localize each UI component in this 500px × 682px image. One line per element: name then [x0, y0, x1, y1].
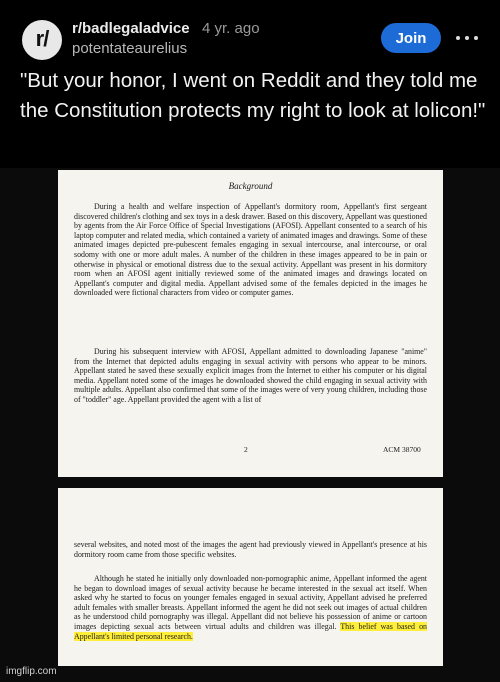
post-title[interactable]: "But your honor, I went on Reddit and they told me the Constitution protects my right to look at lolicon!": [20, 69, 486, 122]
document-paragraph: During a health and welfare inspection of Appellant's dormitory room, Appellant's first sergeant discovered children's clothing and sex toys in a desk drawer. Based on this discovery, Appellant was questioned by agents from the Air Force Office of Special Investigations (AFOSI). Appellant consented to a search of his laptop computer and related media, which contained a variety of animated images and drawings. Some of these animated images depicted pre-pubescent females engaging in sexual intercourse, anal intercourse, or oral sodomy with one or more adult males. A number of the children in these images appeared to be in pain or otherwise in physical or emotional distress due to the sexual activity. Appellant was present in his dormitory room when an AFOSI agent initially reviewed some of the animated images and drawings located on Appellant's computer and digital media. Appellant advised some of the females depicted in the images he downloaded were fictional characters from video or computer games.: [74, 202, 427, 298]
more-dot: [474, 36, 478, 40]
subreddit-avatar[interactable]: [22, 20, 62, 60]
document-heading: Background: [228, 181, 273, 191]
subreddit-avatar-glyph: r/: [35, 26, 49, 51]
more-options-icon[interactable]: [456, 30, 478, 46]
document-paragraph: During his subsequent interview with AFOSI, Appellant admitted to downloading Japanese "anime" from the Internet that depicted adults engaging in sexual activity with persons who appear to be minors. Appellant stated he saved these sexually explicit images from the Internet to either his computer or his digital media. Appellant noted some of the images he downloaded showed the child engaging in sexual activity with multiple adults. Appellant also confirmed that some of the images were of very young children, including those of "toddler" age. Appellant provided the agent with a list of: [74, 347, 427, 404]
more-dot: [465, 36, 469, 40]
highlighted-sentence: This belief was based on Appellant's limited personal research.: [74, 621, 427, 641]
document-page-2: [58, 488, 443, 666]
document-paragraph: [74, 574, 427, 641]
imgflip-watermark: imgflip.com: [6, 666, 57, 677]
post-age: 4 yr. ago: [202, 20, 260, 37]
subreddit-name[interactable]: r/badlegaladvice: [72, 20, 190, 37]
post-header: [0, 0, 500, 168]
post-author[interactable]: potentateaurelius: [72, 40, 188, 57]
document-page-1: [58, 170, 443, 477]
join-button[interactable]: Join: [381, 23, 441, 53]
paragraph-text: Although he stated he initially only downloaded non-pornographic anime, Appellant informed the agent he began to download images of sexual activity because he became interested in the sexual act itself. When asked why he started to focus on younger females engaged in sexual activity, Appellant advised he preferred adult females with smaller breasts. Appellant informed the agent he did not seek out images of actual children as he understood child pornography was illegal. Appellant did not believe his possession of anime or cartoon images depicting sexual acts between virtual adults and children was illegal.: [74, 574, 427, 631]
case-number: ACM 38700: [383, 445, 421, 454]
document-paragraph: several websites, and noted most of the images the agent had previously viewed in Appellant's presence at his dormitory room came from those specific websites.: [74, 540, 427, 559]
more-dot: [456, 36, 460, 40]
page-number: 2: [244, 445, 248, 454]
